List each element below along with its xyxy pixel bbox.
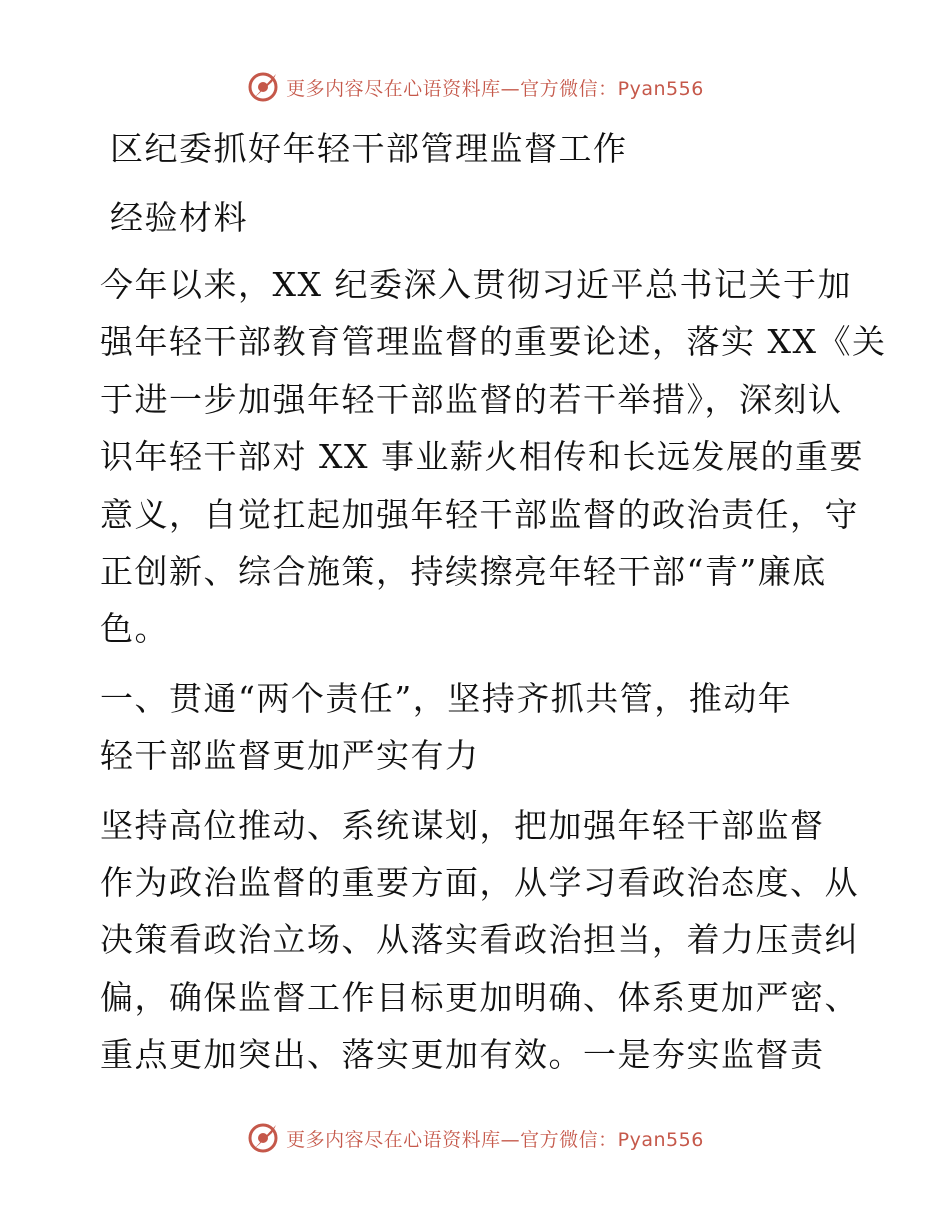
- paragraph-line: 识年轻干部对 XX 事业薪火相传和长远发展的重要: [100, 437, 864, 477]
- section-heading-1: [100, 670, 860, 785]
- paragraph-line: 意义，自觉扛起加强年轻干部监督的政治责任，守: [100, 494, 859, 534]
- footer-watermark: [0, 1121, 950, 1155]
- document-body: [100, 120, 887, 1083]
- watermark-text: 更多内容尽在心语资料库—官方微信：Pyan556: [286, 1128, 704, 1151]
- quill-logo-icon: [246, 70, 280, 104]
- paragraph-line: 色。: [100, 609, 169, 649]
- watermark-text: 更多内容尽在心语资料库—官方微信：Pyan556: [286, 77, 704, 100]
- paragraph-line: 今年以来，XX 纪委深入贯彻习近平总书记关于加: [100, 265, 852, 304]
- header-watermark: [0, 70, 950, 104]
- paragraph-line: 重点更加突出、落实更加有效。一是夯实监督责: [100, 1035, 825, 1075]
- paragraph-section-1: [100, 797, 860, 1084]
- document-subtitle: 经验材料: [110, 198, 248, 237]
- heading-line: 一、贯通“两个责任”，坚持齐抓共管，推动年: [100, 678, 793, 718]
- paragraph-line: 偏，确保监督工作目标更加明确、体系更加严密、: [100, 977, 859, 1017]
- paragraph-line: 决策看政治立场、从落实看政治担当，着力压责纠: [100, 920, 859, 960]
- paragraph-line: 坚持高位推动、系统谋划，把加强年轻干部监督: [100, 805, 825, 845]
- paragraph-intro: [100, 256, 887, 658]
- quill-logo-icon: [246, 1121, 280, 1155]
- document-title: 区纪委抓好年轻干部管理监督工作: [110, 129, 628, 168]
- paragraph-line: 强年轻干部教育管理监督的重要论述，落实 XX《关: [100, 322, 887, 362]
- paragraph-line: 正创新、综合施策，持续擦亮年轻干部“青”廉底: [100, 551, 827, 591]
- heading-line: 轻干部监督更加严实有力: [100, 736, 480, 776]
- paragraph-line: 于进一步加强年轻干部监督的若干举措》，深刻认: [100, 379, 843, 419]
- paragraph-line: 作为政治监督的重要方面，从学习看政治态度、从: [100, 862, 859, 902]
